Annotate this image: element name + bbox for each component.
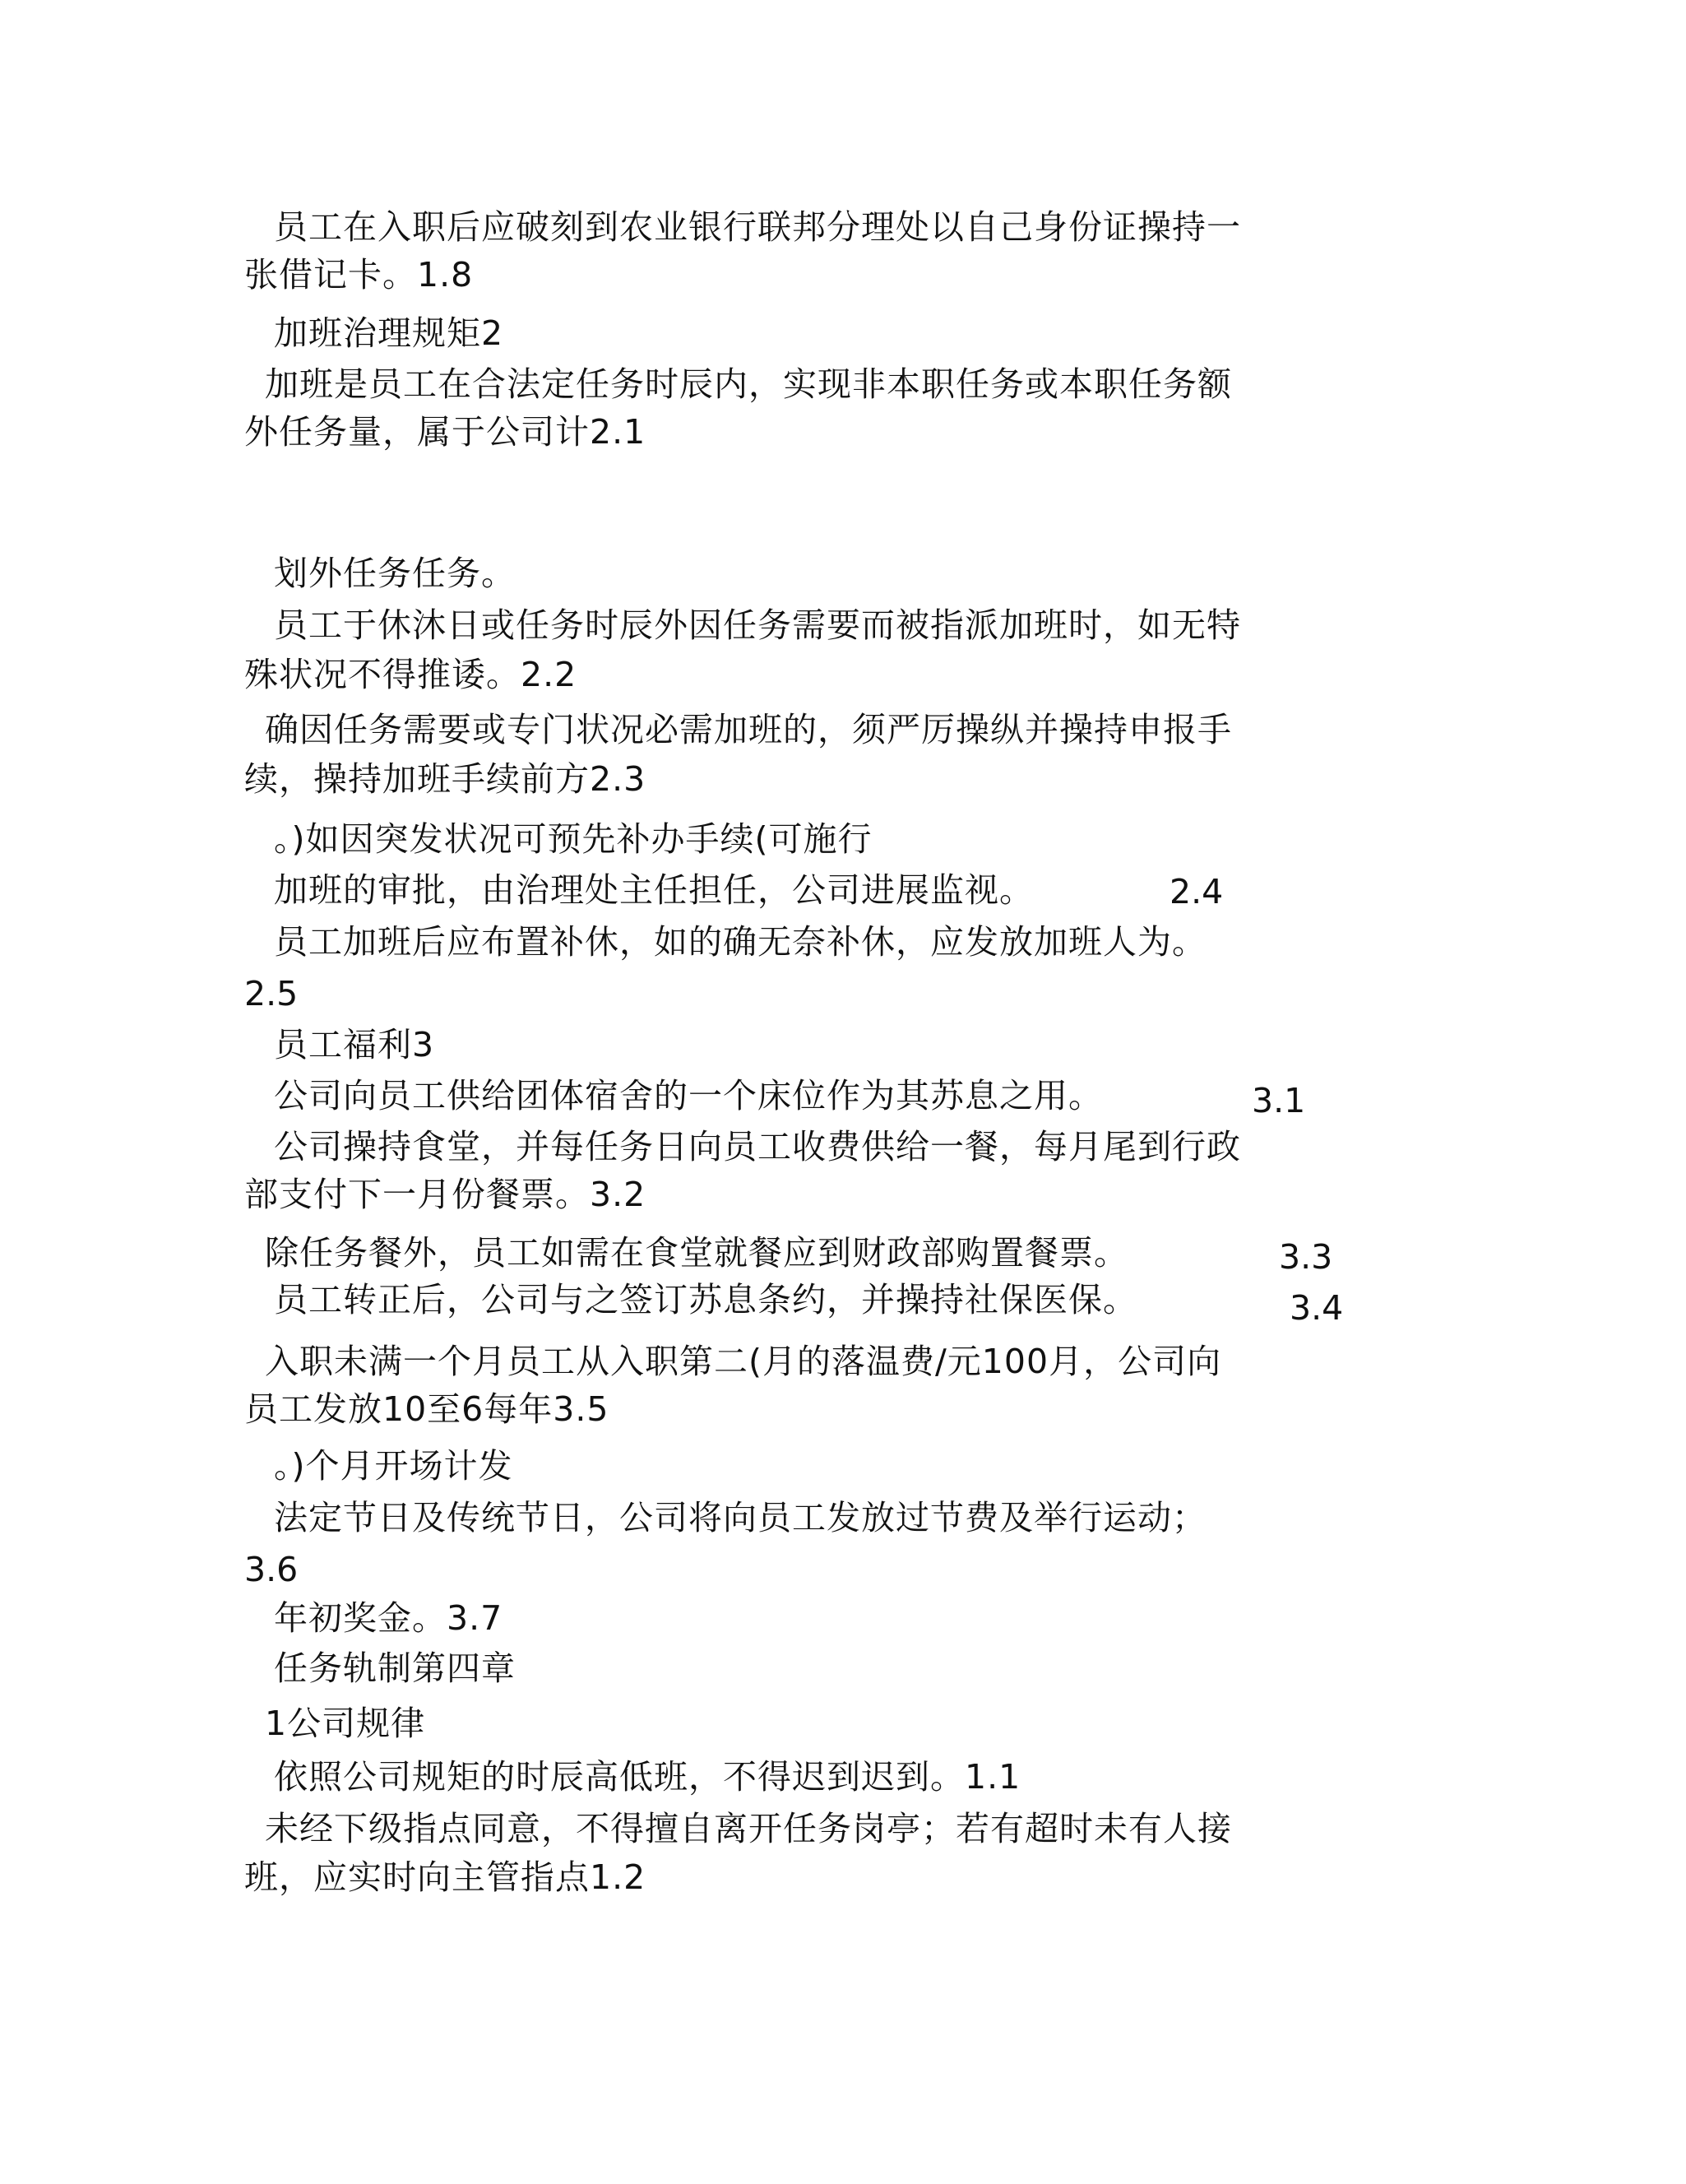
clause-number: 2.5 — [244, 974, 299, 1013]
clause-number: 2.4 — [1170, 872, 1224, 911]
text-line: 确因任务需要或专门状况必需加班的，须严厉操纵并操持申报手 — [265, 710, 1232, 749]
text-line: 入职未满一个月员工从入职第二(月的落温费/元100月，公司向 — [265, 1342, 1222, 1381]
text-line: 除任务餐外，员工如需在食堂就餐应到财政部购置餐票。 — [265, 1233, 1128, 1273]
text-line: 部支付下一月份餐票。3.2 — [244, 1175, 646, 1214]
text-line: 殊状况不得推诿。2.2 — [244, 655, 577, 694]
text-line: 班，应实时向主管指点1.2 — [244, 1857, 646, 1897]
section-heading: 员工福利3 — [274, 1025, 435, 1064]
text-line: 加班的审批，由治理处主任担任，公司进展监视。 — [274, 870, 1034, 910]
clause-number: 3.6 — [244, 1550, 299, 1589]
text-line: 员工转正后，公司与之签订苏息条约，并操持社保医保。 — [274, 1280, 1137, 1319]
text-line: 法定节日及传统节日，公司将向员工发放过节费及举行运动； — [274, 1498, 1207, 1537]
text-line: 员工发放10至6每年3.5 — [244, 1389, 609, 1429]
text-line: 员工于休沐日或任务时辰外因任务需要而被指派加班时，如无特 — [274, 605, 1241, 645]
text-line: 。)如因突发状况可预先补办手续(可施行 — [274, 819, 873, 859]
text-line: 员工在入职后应破刻到农业银行联邦分理处以自己身份证操持一 — [274, 207, 1241, 247]
text-line: 依照公司规矩的时辰高低班，不得迟到迟到。1.1 — [274, 1757, 1021, 1797]
text-line: 未经下级指点同意，不得擅自离开任务岗亭；若有超时未有人接 — [265, 1809, 1232, 1848]
text-line: 张借记卡。1.8 — [244, 255, 474, 294]
text-line: 公司操持食堂，并每任务日向员工收费供给一餐，每月尾到行政 — [274, 1127, 1241, 1166]
text-line: 公司向员工供给团体宿舍的一个床位作为其苏息之用。 — [274, 1076, 1103, 1115]
clause-number: 3.4 — [1290, 1288, 1344, 1328]
text-line: 年初奖金。3.7 — [274, 1598, 503, 1638]
clause-number: 3.3 — [1279, 1237, 1333, 1277]
text-line: 员工加班后应布置补休，如的确无奈补休，应发放加班人为。 — [274, 922, 1207, 962]
text-line: 加班是员工在合法定任务时辰内，实现非本职任务或本职任务额 — [265, 364, 1232, 404]
text-line: 。)个月开场计发 — [274, 1446, 513, 1486]
chapter-heading: 任务轨制第四章 — [274, 1648, 516, 1688]
text-line: 划外任务任务。 — [274, 554, 516, 593]
text-line: 外任务量，属于公司计2.1 — [244, 412, 646, 452]
clause-number: 3.1 — [1252, 1081, 1306, 1120]
section-heading: 1公司规律 — [265, 1704, 426, 1743]
text-line: 续，操持加班手续前方2.3 — [244, 759, 646, 799]
section-heading: 加班治理规矩2 — [274, 313, 504, 353]
